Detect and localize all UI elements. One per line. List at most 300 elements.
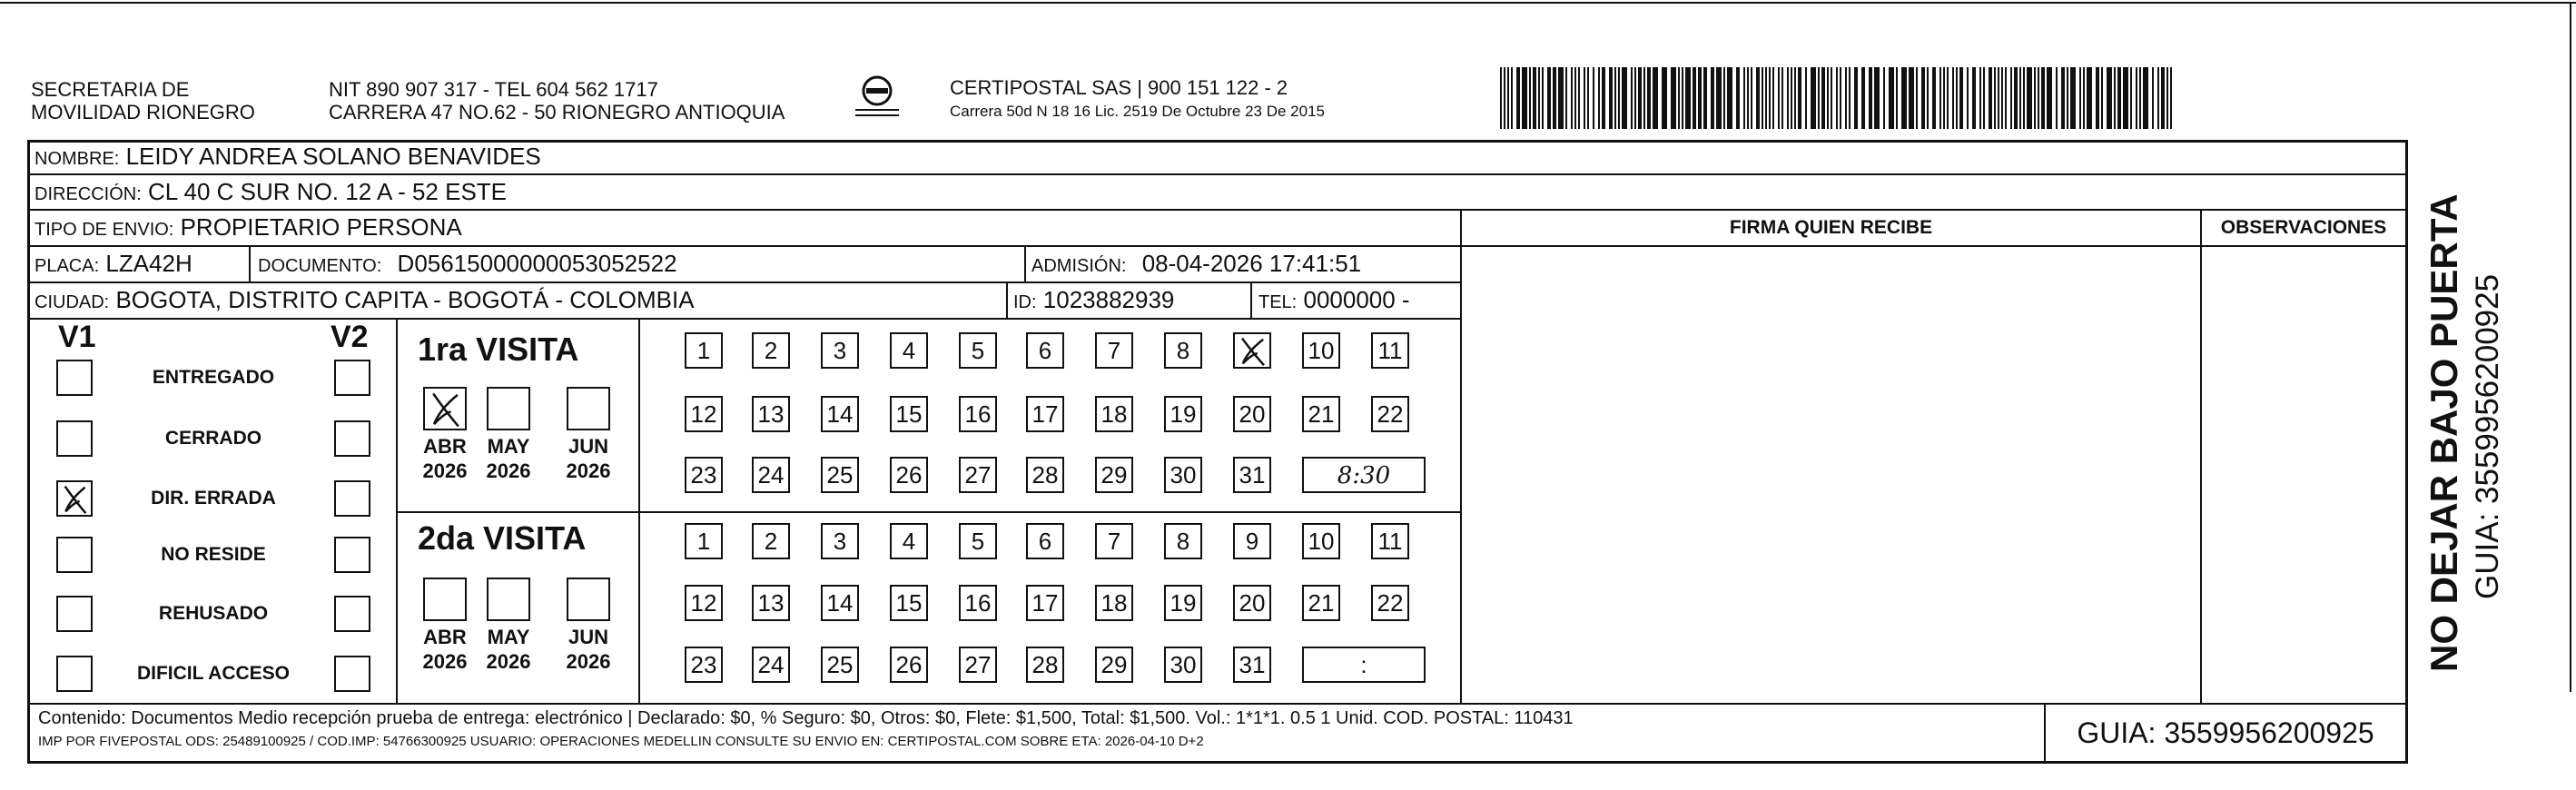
day-number: 8: [1176, 528, 1190, 555]
day-number: 9: [1245, 528, 1259, 555]
barcode-bar: [1896, 67, 1898, 129]
barcode-bar: [1836, 67, 1838, 129]
day-number: 29: [1100, 461, 1128, 489]
barcode-bar: [1578, 67, 1580, 129]
barcode-bar: [2034, 67, 2036, 129]
day-checkbox[interactable]: [1233, 457, 1271, 493]
day-checkbox[interactable]: [1371, 585, 1409, 621]
month-name: JUN: [568, 435, 608, 458]
month-checkbox[interactable]: [487, 387, 530, 430]
day-number: 21: [1308, 589, 1335, 617]
day-checkbox[interactable]: [752, 647, 790, 683]
table-bottom: [27, 761, 2408, 764]
day-number: 22: [1377, 400, 1404, 428]
v1-checkbox[interactable]: [56, 360, 93, 396]
day-number: 10: [1308, 337, 1335, 364]
barcode-bar: [1798, 67, 1801, 129]
direccion-value: CL 40 C SUR NO. 12 A - 52 ESTE: [148, 178, 508, 205]
issuer-block: [31, 78, 255, 123]
barcode-bar: [1845, 67, 1847, 129]
day-checkbox[interactable]: [1026, 523, 1064, 559]
handwritten-x-mark: [1235, 334, 1271, 369]
day-checkbox[interactable]: [959, 585, 997, 621]
day-checkbox[interactable]: [752, 585, 790, 621]
day-number: 26: [895, 651, 923, 678]
month-name: ABR: [423, 626, 467, 648]
barcode-bar: [1500, 67, 1502, 129]
company-block: [950, 76, 1325, 123]
barcode-bar: [2001, 67, 2003, 129]
barcode-bar: [2070, 67, 2076, 129]
day-number: 20: [1239, 400, 1266, 428]
v2-checkbox[interactable]: [334, 656, 370, 692]
day-number: 13: [757, 400, 785, 428]
visit-time: 8:30: [1337, 462, 1391, 489]
month-checkbox[interactable]: [567, 387, 610, 430]
day-number: 30: [1170, 461, 1197, 489]
day-checkbox[interactable]: [821, 457, 859, 493]
day-number: 16: [964, 589, 992, 617]
day-checkbox[interactable]: [1302, 523, 1340, 559]
barcode-image: [1500, 67, 2177, 129]
documento-value: D05615000000053052522: [397, 250, 677, 277]
day-checkbox[interactable]: [1233, 332, 1271, 369]
day-checkbox[interactable]: [1026, 585, 1064, 621]
v1-checkbox[interactable]: [56, 537, 93, 573]
barcode-bar: [1634, 67, 1636, 129]
day-number: 7: [1107, 337, 1121, 364]
barcode-bar: [2087, 67, 2092, 129]
barcode-bar: [1989, 67, 1992, 129]
v2-checkbox[interactable]: [334, 360, 370, 396]
month-checkbox[interactable]: [567, 578, 610, 621]
barcode-bar: [1653, 67, 1658, 129]
day-number: 24: [757, 651, 785, 678]
direccion-label: DIRECCIÓN:: [35, 184, 142, 204]
barcode-bar: [1622, 67, 1627, 129]
day-checkbox[interactable]: [1164, 647, 1202, 683]
barcode-bar: [2136, 67, 2137, 129]
day-checkbox[interactable]: [752, 523, 790, 559]
barcode-bar: [1849, 67, 1851, 129]
day-checkbox[interactable]: [821, 332, 859, 369]
observaciones-header: OBSERVACIONES: [2220, 217, 2387, 238]
barcode-bar: [1854, 67, 1858, 129]
barcode-bar: [1504, 67, 1505, 129]
day-checkbox[interactable]: [1164, 332, 1202, 369]
barcode-bar: [2047, 67, 2052, 129]
day-checkbox[interactable]: [1095, 585, 1133, 621]
barcode-bar: [2010, 67, 2012, 129]
barcode-bar: [1762, 67, 1763, 129]
day-number: 27: [964, 461, 992, 489]
month-name: ABR: [423, 435, 467, 458]
day-number: 6: [1038, 337, 1052, 364]
day-number: 14: [826, 400, 854, 428]
status-label: DIFICIL ACCESO: [136, 663, 290, 684]
second-visit-title: 2da VISITA: [418, 519, 587, 557]
barcode-bar: [1765, 67, 1767, 129]
right-edge: [2570, 2, 2571, 692]
day-number: 30: [1170, 651, 1197, 678]
placa-sep: [249, 245, 251, 281]
day-checkbox[interactable]: [752, 457, 790, 493]
day-checkbox[interactable]: [890, 396, 928, 432]
barcode-bar: [2061, 67, 2065, 129]
day-checkbox[interactable]: [1302, 585, 1340, 621]
ciudad-cell: [35, 284, 695, 318]
barcode-bar: [2123, 67, 2128, 129]
barcode-bar: [1927, 67, 1929, 129]
barcode-bar: [1901, 67, 1907, 129]
day-number: 12: [690, 589, 717, 617]
signature-area[interactable]: [1464, 247, 2198, 701]
month-year: 2026: [422, 459, 468, 482]
day-number: 1: [696, 528, 711, 555]
day-checkbox[interactable]: [752, 396, 790, 432]
day-checkbox[interactable]: [821, 647, 859, 683]
day-number: 22: [1377, 589, 1404, 617]
day-checkbox[interactable]: [1026, 457, 1064, 493]
barcode-bar: [2056, 67, 2058, 129]
barcode-bar: [2117, 67, 2121, 129]
tipo-label: TIPO DE ENVIO:: [35, 220, 174, 240]
month-checkbox[interactable]: [423, 387, 467, 430]
day-checkbox[interactable]: [1095, 332, 1133, 369]
barcode-bar: [1542, 67, 1544, 129]
issuer-address: CARRERA 47 NO.62 - 50 RIONEGRO ANTIOQUIA: [329, 101, 785, 123]
barcode-bar: [1952, 67, 1954, 129]
day-checkbox[interactable]: [1026, 332, 1064, 369]
status-label: ENTREGADO: [152, 367, 275, 388]
barcode-bar: [1747, 67, 1749, 129]
barcode-bar: [1631, 67, 1633, 129]
status-label: CERRADO: [164, 428, 262, 449]
month-name: JUN: [568, 626, 608, 648]
day-number: 10: [1308, 528, 1335, 555]
month-name: MAY: [487, 626, 530, 648]
barcode-bar: [1598, 67, 1600, 129]
barcode-bar: [2143, 67, 2148, 129]
v1-checkbox[interactable]: [56, 480, 93, 517]
admision-cell: [1031, 248, 1361, 281]
side-guia: GUIA: 3559956200925: [2470, 273, 2505, 599]
placa-label: PLACA:: [35, 256, 100, 276]
tel-value: 0000000 -: [1303, 286, 1410, 313]
v1-checkbox[interactable]: [56, 596, 93, 632]
month-year: 2026: [486, 459, 531, 482]
v2-checkbox[interactable]: [334, 596, 370, 632]
barcode-bar: [1671, 67, 1676, 129]
barcode-bar: [1967, 67, 1969, 129]
barcode-bar: [1682, 67, 1683, 129]
placa-cell: [35, 248, 192, 281]
day-number: 31: [1239, 651, 1266, 678]
day-number: 5: [971, 528, 985, 555]
contenido-text: Contenido: Documentos Medio recepción prueba de entrega: electrónico | Declarado: $0, % Seguro: $0, Otros: $0, Flete: $1,500, Total: $1,500. Vol.: 1*1*1. 0.5 1 Unid. COD. POSTAL: 110431: [38, 708, 1574, 728]
nombre-row: [35, 141, 541, 174]
status-label: DIR. ERRADA: [151, 488, 276, 509]
no-dejar-warning: NO DEJAR BAJO PUERTA: [2423, 193, 2465, 672]
day-checkbox[interactable]: [821, 523, 859, 559]
obs-left-border: [2200, 209, 2202, 705]
barcode-bar: [2041, 67, 2045, 129]
barcode-bar: [2067, 67, 2068, 129]
v2-checkbox[interactable]: [334, 537, 370, 573]
first-visit-title: 1ra VISITA: [418, 331, 579, 368]
barcode-bar: [1638, 67, 1642, 129]
v2-checkbox[interactable]: [334, 420, 370, 457]
day-checkbox[interactable]: [890, 647, 928, 683]
barcode-bar: [1538, 67, 1540, 129]
day-number: 15: [895, 589, 923, 617]
company-address: Carrera 50d N 18 16 Lic. 2519 De Octubre 23 De 2015: [950, 103, 1325, 120]
day-number: 31: [1239, 461, 1266, 489]
certipostal-logo: [850, 73, 904, 123]
visit-time: :: [1360, 651, 1367, 678]
day-checkbox[interactable]: [821, 396, 859, 432]
day-number: 11: [1377, 337, 1403, 364]
day-checkbox[interactable]: [685, 523, 723, 559]
id-label: ID:: [1013, 292, 1037, 312]
day-checkbox[interactable]: [1371, 523, 1409, 559]
table-left: [27, 140, 30, 763]
barcode-bar: [1932, 67, 1936, 129]
barcode-bar: [1751, 67, 1752, 129]
placa-value: LZA42H: [105, 250, 192, 277]
day-checkbox[interactable]: [1233, 585, 1271, 621]
tipo-value: PROPIETARIO PERSONA: [180, 213, 462, 241]
day-checkbox[interactable]: [685, 396, 723, 432]
barcode-bar: [1791, 67, 1792, 129]
barcode-bar: [1840, 67, 1841, 129]
documento-label: DOCUMENTO:: [258, 256, 382, 276]
day-checkbox[interactable]: [821, 585, 859, 621]
barcode-bar: [1794, 67, 1796, 129]
barcode-bar: [1787, 67, 1789, 129]
barcode-bar: [1662, 67, 1667, 129]
month-year: 2026: [422, 650, 468, 673]
day-checkbox[interactable]: [959, 457, 997, 493]
day-checkbox[interactable]: [1095, 647, 1133, 683]
day-checkbox[interactable]: [1233, 647, 1271, 683]
barcode-bar: [1943, 67, 1945, 129]
barcode-bar: [2152, 67, 2154, 129]
day-checkbox[interactable]: [752, 332, 790, 369]
observations-area[interactable]: [2204, 247, 2403, 701]
barcode-bar: [1643, 67, 1645, 129]
barcode-bar: [1571, 67, 1573, 129]
nombre-label: NOMBRE:: [35, 149, 120, 169]
barcode-bar: [2107, 67, 2112, 129]
tel-label: TEL:: [1258, 292, 1298, 312]
barcode-bar: [1869, 67, 1872, 129]
day-number: 28: [1031, 461, 1059, 489]
day-checkbox[interactable]: [1164, 585, 1202, 621]
barcode-bar: [1574, 67, 1576, 129]
day-number: 15: [895, 400, 923, 428]
day-checkbox[interactable]: [1095, 457, 1133, 493]
day-checkbox[interactable]: [1302, 396, 1340, 432]
v2-checkbox[interactable]: [334, 480, 370, 517]
month-year: 2026: [566, 459, 611, 482]
barcode-bar: [1994, 67, 1996, 129]
barcode-bar: [1736, 67, 1740, 129]
day-checkbox[interactable]: [685, 647, 723, 683]
barcode-bar: [1587, 67, 1589, 129]
day-number: 24: [757, 461, 785, 489]
day-checkbox[interactable]: [959, 523, 997, 559]
day-checkbox[interactable]: [959, 396, 997, 432]
tel-sep: [1250, 281, 1252, 318]
barcode-bar: [1584, 67, 1585, 129]
issuer-line2: MOVILIDAD RIONEGRO: [31, 101, 255, 123]
barcode-bar: [2130, 67, 2132, 129]
day-checkbox[interactable]: [959, 332, 997, 369]
id-value: 1023882939: [1042, 286, 1175, 313]
day-checkbox[interactable]: [1095, 396, 1133, 432]
day-number: 3: [833, 528, 847, 555]
day-checkbox[interactable]: [1164, 457, 1202, 493]
v1-label: V1: [58, 320, 96, 354]
day-number: 19: [1170, 400, 1197, 428]
nombre-value: LEIDY ANDREA SOLANO BENAVIDES: [125, 143, 541, 170]
barcode-bar: [2005, 67, 2007, 129]
day-checkbox[interactable]: [890, 523, 928, 559]
barcode-bar: [1685, 67, 1691, 129]
top-edge: [0, 2, 2576, 4]
month-label: [481, 434, 536, 483]
day-checkbox[interactable]: [1164, 523, 1202, 559]
company-line: CERTIPOSTAL SAS | 900 151 122 - 2: [950, 76, 1288, 99]
month-year: 2026: [486, 650, 531, 673]
barcode-bar: [1821, 67, 1825, 129]
month-label: [561, 434, 616, 483]
barcode-bar: [1778, 67, 1780, 129]
barcode-bar: [2170, 67, 2172, 129]
day-number: 25: [826, 461, 854, 489]
admision-value: 08-04-2026 17:41:51: [1141, 250, 1362, 277]
direccion-row: [35, 176, 507, 210]
day-number: 26: [895, 461, 923, 489]
barcode-bar: [1522, 67, 1527, 129]
barcode-bar: [1827, 67, 1829, 129]
day-checkbox[interactable]: [1371, 332, 1409, 369]
day-number: 18: [1100, 589, 1128, 617]
status-label: NO RESIDE: [161, 544, 266, 565]
ciudad-label: CIUDAD:: [35, 292, 110, 312]
barcode-bar: [2096, 67, 2099, 129]
day-number: 28: [1031, 651, 1059, 678]
issuer-line1: SECRETARIA DE: [31, 78, 190, 101]
day-checkbox[interactable]: [959, 647, 997, 683]
day-checkbox[interactable]: [1233, 396, 1271, 432]
v1-checkbox[interactable]: [56, 656, 93, 692]
day-checkbox[interactable]: [890, 457, 928, 493]
barcode-bar: [1811, 67, 1816, 129]
admision-sep: [1024, 245, 1026, 281]
nit-block: [329, 78, 785, 123]
barcode-bar: [2101, 67, 2103, 129]
barcode-bar: [1647, 67, 1651, 129]
barcode-bar: [2114, 67, 2116, 129]
day-checkbox[interactable]: [890, 585, 928, 621]
handwritten-x-mark: [425, 389, 467, 430]
month-label: [418, 625, 472, 674]
barcode-bar: [1756, 67, 1760, 129]
day-number: 23: [690, 461, 717, 489]
day-checkbox[interactable]: [685, 585, 723, 621]
day-number: 14: [826, 589, 854, 617]
nit-line: NIT 890 907 317 - TEL 604 562 1717: [329, 78, 658, 101]
barcode-bar: [1558, 67, 1564, 129]
barcode-bar: [1831, 67, 1832, 129]
day-number: 4: [902, 337, 916, 364]
day-number: 23: [690, 651, 717, 678]
barcode-bar: [1602, 67, 1605, 129]
visit-sep: [396, 511, 1460, 513]
day-checkbox[interactable]: [1164, 396, 1202, 432]
day-number: 8: [1176, 337, 1190, 364]
barcode-bar: [1743, 67, 1745, 129]
barcode-bar: [1772, 67, 1774, 129]
day-checkbox[interactable]: [1371, 396, 1409, 432]
v1-checkbox[interactable]: [56, 420, 93, 457]
day-checkbox[interactable]: [1095, 523, 1133, 559]
admision-label: ADMISIÓN:: [1031, 256, 1127, 276]
handwritten-x-mark: [58, 482, 93, 517]
day-number: 16: [964, 400, 992, 428]
barcode-bar: [1979, 67, 1981, 129]
day-checkbox[interactable]: [1026, 396, 1064, 432]
ciudad-value: BOGOTA, DISTRITO CAPITA - BOGOTÁ - COLOMBIA: [115, 286, 695, 313]
day-number: 4: [902, 528, 916, 555]
barcode-bar: [2161, 67, 2165, 129]
barcode-bar: [1818, 67, 1820, 129]
second-visit-time-field[interactable]: [1302, 647, 1426, 683]
barcode-bar: [2027, 67, 2032, 129]
day-number: 21: [1308, 400, 1335, 428]
day-number: 29: [1100, 651, 1128, 678]
barcode-bar: [1698, 67, 1702, 129]
day-checkbox[interactable]: [1302, 332, 1340, 369]
barcode-bar: [1874, 67, 1880, 129]
barcode-bar: [1553, 67, 1556, 129]
firma-left-border: [1460, 209, 1462, 705]
first-visit-time-field[interactable]: [1302, 457, 1426, 493]
day-checkbox[interactable]: [685, 332, 723, 369]
barcode-bar: [1533, 67, 1536, 129]
barcode-bar: [2083, 67, 2085, 129]
barcode-bar: [1723, 67, 1725, 129]
day-checkbox[interactable]: [685, 457, 723, 493]
barcode-bar: [1805, 67, 1807, 129]
barcode-bar: [2014, 67, 2018, 129]
day-number: 6: [1038, 528, 1052, 555]
barcode-bar: [1547, 67, 1551, 129]
barcode-bar: [1956, 67, 1958, 129]
barcode-bar: [1916, 67, 1918, 129]
barcode-bar: [1703, 67, 1707, 129]
barcode-bar: [2019, 67, 2021, 129]
day-number: 20: [1239, 589, 1266, 617]
month-checkbox[interactable]: [487, 578, 530, 621]
day-checkbox[interactable]: [1233, 523, 1271, 559]
barcode-bar: [1921, 67, 1925, 129]
day-checkbox[interactable]: [890, 332, 928, 369]
month-checkbox[interactable]: [423, 578, 467, 621]
day-checkbox[interactable]: [1026, 647, 1064, 683]
